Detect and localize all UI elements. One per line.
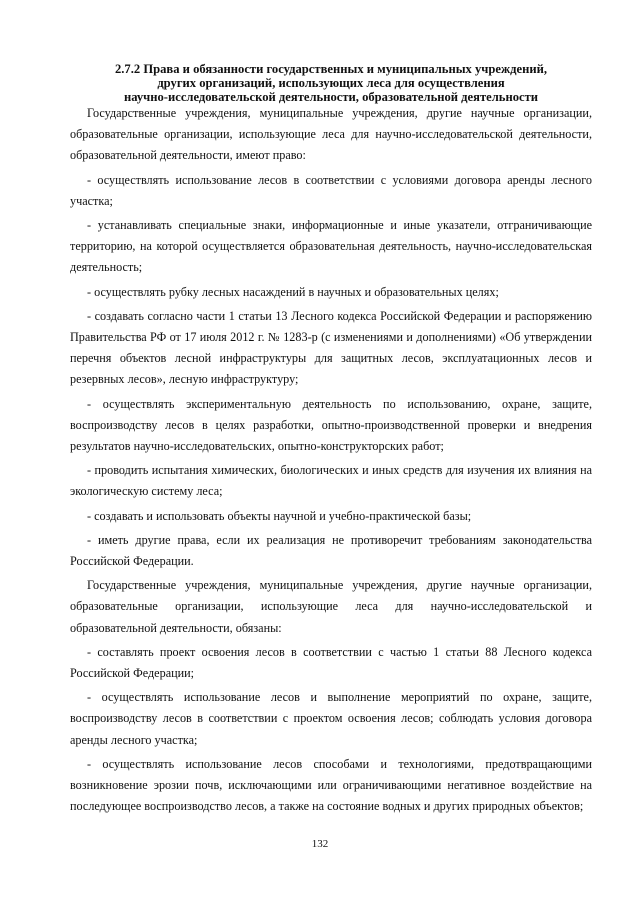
list-item: - проводить испытания химических, биологических и иных средств для изучения их влияния на экологическую систему леса;	[70, 463, 592, 499]
document-body	[70, 103, 592, 818]
heading-line: научно-исследовательской деятельности, образовательной деятельности	[123, 90, 539, 104]
list-item: - составлять проект освоения лесов в соответствии с частью 1 статьи 88 Лесного кодекса Российской Федерации;	[70, 644, 592, 681]
list-item: - осуществлять использование лесов способами и технологиями, предотвращающими возникновение эрозии почв, исключающими или ограничивающими негативное воздействие на последующее воспроизводство лесов, а также на состояние водных и других природных объектов;	[70, 756, 592, 814]
intro-paragraph: Государственные учреждения, муниципальные учреждения, другие научные организации, образовательные организации, использующие леса для научно-исследовательской деятельности, образовательной деятельности, имеют право:	[70, 106, 592, 163]
list-item: - осуществлять рубку лесных насаждений в научных и образовательных целях;	[87, 284, 499, 299]
heading-line: 2.7.2 Права и обязанности государственных и муниципальных учреждений,	[114, 62, 547, 76]
list-item: - создавать согласно части 1 статьи 13 Лесного кодекса Российской Федерации и распоряжению Правительства РФ от 17 июля 2012 г. № 1283-р (с изменениями и дополнениями) «Об утверждении перечня объектов лесной инфраструктуры для защитных лесов, эксплуатационных лесов и резервных лесов», лесную инфраструктуру;	[70, 308, 592, 387]
list-item: - иметь другие права, если их реализация не противоречит требованиям законодательства Российской Федерации.	[70, 532, 592, 569]
page-number: 132	[311, 838, 329, 850]
obligations-paragraph: Государственные учреждения, муниципальные учреждения, другие научные организации, образовательные организации, использующие леса для научно-исследовательской и образовательной деятельности, обязаны:	[70, 578, 592, 635]
list-item: - осуществлять использование лесов и выполнение мероприятий по охране, защите, воспроизводству лесов в соответствии с проектом освоения лесов; соблюдать условия договора аренды лесного участка;	[70, 690, 592, 747]
section-heading	[70, 62, 592, 104]
list-item: - осуществлять использование лесов в соответствии с условиями договора аренды лесного участка;	[70, 172, 592, 208]
list-item: - устанавливать специальные знаки, информационные и иные указатели, отграничивающие территорию, на которой осуществляется образовательная деятельность, научно-исследовательская деятельность;	[70, 218, 592, 275]
list-item: - осуществлять экспериментальную деятельность по использованию, охране, защите, воспроизводству лесов в целях разработки, опытно-производственной проверки и внедрения результатов научно-исследовательских, опытно-конструкторских работ;	[70, 396, 592, 454]
list-item: - создавать и использовать объекты научной и учебно-практической базы;	[87, 508, 472, 523]
heading-line: других организаций, использующих леса для осуществления	[157, 76, 505, 90]
